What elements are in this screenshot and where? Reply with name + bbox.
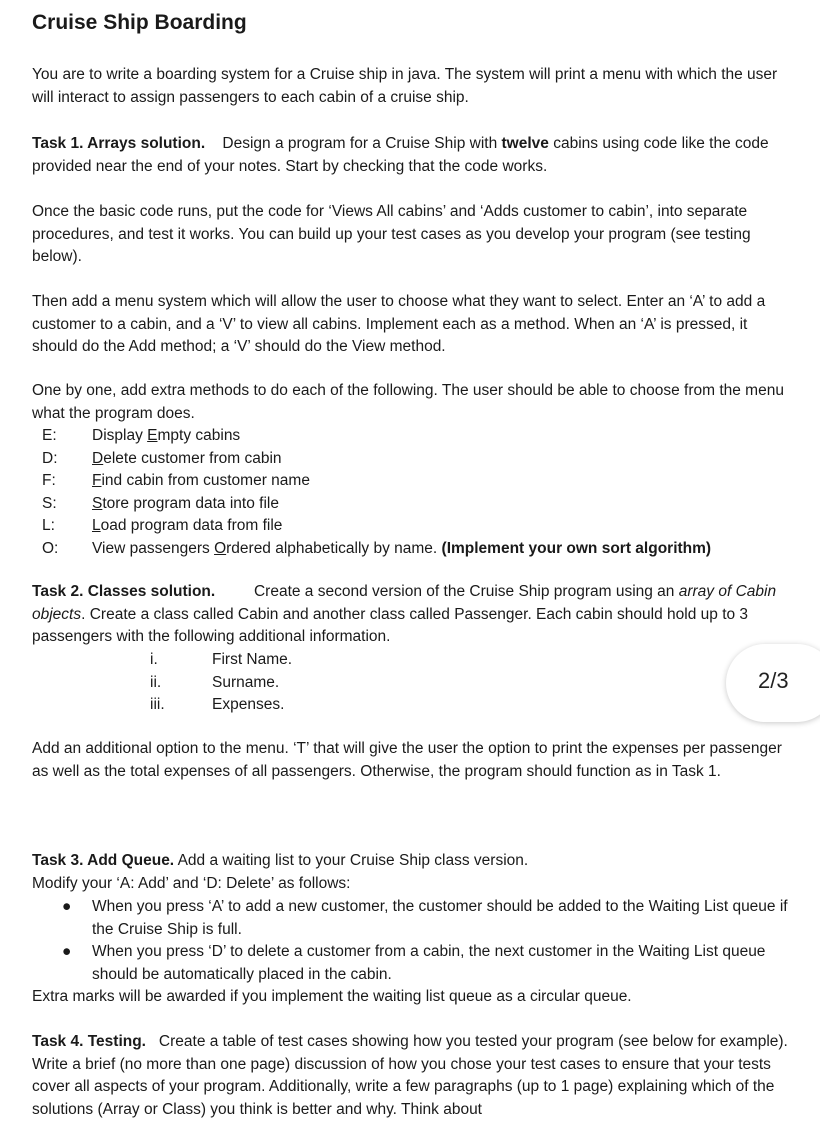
menu-option-text-rest: mpty cabins xyxy=(157,427,241,444)
task1-paragraph-2: Once the basic code runs, put the code for ‘Views All cabins’ and ‘Adds customer to cabin’, into separate procedures, and test it works. You can build up your test cases as you develop your program (see testing below). xyxy=(32,203,751,265)
bullet-dot-icon: ● xyxy=(62,943,72,960)
menu-option-text: View passengers xyxy=(92,539,215,557)
bullet-item xyxy=(32,941,792,986)
menu-option-underlined-letter: L xyxy=(92,517,101,534)
menu-option-text: Display xyxy=(92,427,148,444)
task3-extra-marks: Extra marks will be awarded if you implement the waiting list queue as a circular queue. xyxy=(32,988,632,1005)
task1-bold-word: twelve xyxy=(501,135,549,152)
menu-option-underlined-letter: S xyxy=(92,494,103,512)
task4-label: Task 4. Testing. xyxy=(32,1033,146,1050)
menu-option-bold-note: (Implement your own sort algorithm) xyxy=(441,539,712,557)
menu-option-underlined-letter: E xyxy=(147,427,158,444)
task3-paragraph xyxy=(32,850,792,895)
page-indicator-badge xyxy=(726,644,820,722)
list-item-number: ii. xyxy=(150,673,162,691)
menu-option-text-rest: oad program data from file xyxy=(100,517,283,534)
task1-label: Task 1. Arrays solution. xyxy=(32,135,206,152)
task1-paragraph-3: Then add a menu system which will allow the user to choose what they want to select. Enter an ‘A’ to add a customer to a cabin, and a ‘V’ to view all cabins. Implement each as a method. When an ‘A’ is pressed, it should do the Add method; a ‘V’ should do the View method. xyxy=(32,293,766,355)
menu-option-key: E: xyxy=(42,427,57,444)
task3-label: Task 3. Add Queue. xyxy=(32,852,175,869)
task2-italic: array of Cabin objects xyxy=(32,583,777,623)
list-item-number: i. xyxy=(150,651,158,668)
menu-option-row xyxy=(42,538,802,561)
menu-option-key: L: xyxy=(42,517,55,534)
menu-option-row xyxy=(42,470,802,493)
menu-option-key: F: xyxy=(42,472,56,489)
intro-paragraph: You are to write a boarding system for a Cruise ship in java. The system will print a menu with which the user will interact to assign passengers to each cabin of a cruise ship. xyxy=(32,66,778,106)
menu-option-row xyxy=(42,425,802,448)
task2-text-b: . Create a class called Cabin and another class called Passenger. Each cabin should hold up to 3 passengers with the following additional information. xyxy=(32,605,749,645)
menu-option-row xyxy=(42,448,802,471)
bullet-item xyxy=(32,896,792,941)
list-item xyxy=(150,694,292,717)
task1-text-b: cabins using code like the code provided near the end of your notes. Start by checking that the code works. xyxy=(32,135,769,175)
task3-bullet-list xyxy=(32,896,792,986)
list-item xyxy=(150,672,292,695)
menu-option-underlined-letter: F xyxy=(92,472,102,489)
list-item-text: Expenses. xyxy=(212,696,285,713)
task1-paragraph xyxy=(32,133,792,178)
list-item-number: iii. xyxy=(150,696,165,713)
menu-option-underlined-letter: D xyxy=(92,449,104,467)
task1-paragraph-4: One by one, add extra methods to do each of the following. The user should be able to choose from the menu what the program does. xyxy=(32,382,784,422)
task2-label: Task 2. Classes solution. xyxy=(32,583,216,600)
task2-paragraph-2: Add an additional option to the menu. ‘T’ that will give the user the option to print the expenses per passenger as well as the total expenses of all passengers. Otherwise, the program should function as in Task 1. xyxy=(32,740,782,780)
task3-line-2: Modify your ‘A: Add’ and ‘D: Delete’ as follows: xyxy=(32,874,351,892)
list-item-text: First Name. xyxy=(212,651,293,668)
menu-option-underlined-letter: O xyxy=(214,539,227,557)
menu-option-text-rest: ind cabin from customer name xyxy=(101,472,310,489)
task4-text: Create a table of test cases showing how you tested your program (see below for example). Write a brief (no more than one page) discussion of how you chose your test cases to ensure that your tests cover all aspects of your program. Additionally, write a few paragraphs (up to 1 page) explaining which of the solutions (Array or Class) you think is better and why. Think about xyxy=(32,1033,788,1118)
task3-text: Add a waiting list to your Cruise Ship class version. xyxy=(174,852,529,869)
page-title: Cruise Ship Boarding xyxy=(32,11,247,34)
bullet-dot-icon: ● xyxy=(62,898,72,915)
menu-option-text-rest: rdered alphabetically by name. xyxy=(226,539,442,557)
bullet-item-text: When you press ‘A’ to add a new customer, the customer should be added to the Waiting List queue if the Cruise Ship is full. xyxy=(92,898,788,938)
passenger-info-list xyxy=(150,649,292,717)
menu-option-text-rest: tore program data into file xyxy=(102,494,279,512)
task2-paragraph xyxy=(32,581,792,649)
menu-option-key: D: xyxy=(42,449,58,467)
menu-options-list xyxy=(42,425,802,560)
menu-option-row xyxy=(42,515,802,538)
task2-text-a: Create a second version of the Cruise Ship program using an xyxy=(253,583,679,600)
menu-option-text-rest: elete customer from cabin xyxy=(103,449,282,467)
list-item xyxy=(150,649,292,672)
bullet-item-text: When you press ‘D’ to delete a customer from a cabin, the next customer in the Waiting List queue should be automatically placed in the cabin. xyxy=(92,943,766,983)
list-item-text: Surname. xyxy=(212,673,280,691)
menu-option-row xyxy=(42,493,802,516)
task1-text-a: Design a program for a Cruise Ship with xyxy=(222,135,502,152)
menu-option-key: O: xyxy=(42,539,59,557)
page-indicator: 2/3 xyxy=(758,668,789,693)
task4-paragraph xyxy=(32,1031,792,1121)
menu-option-key: S: xyxy=(42,494,57,512)
